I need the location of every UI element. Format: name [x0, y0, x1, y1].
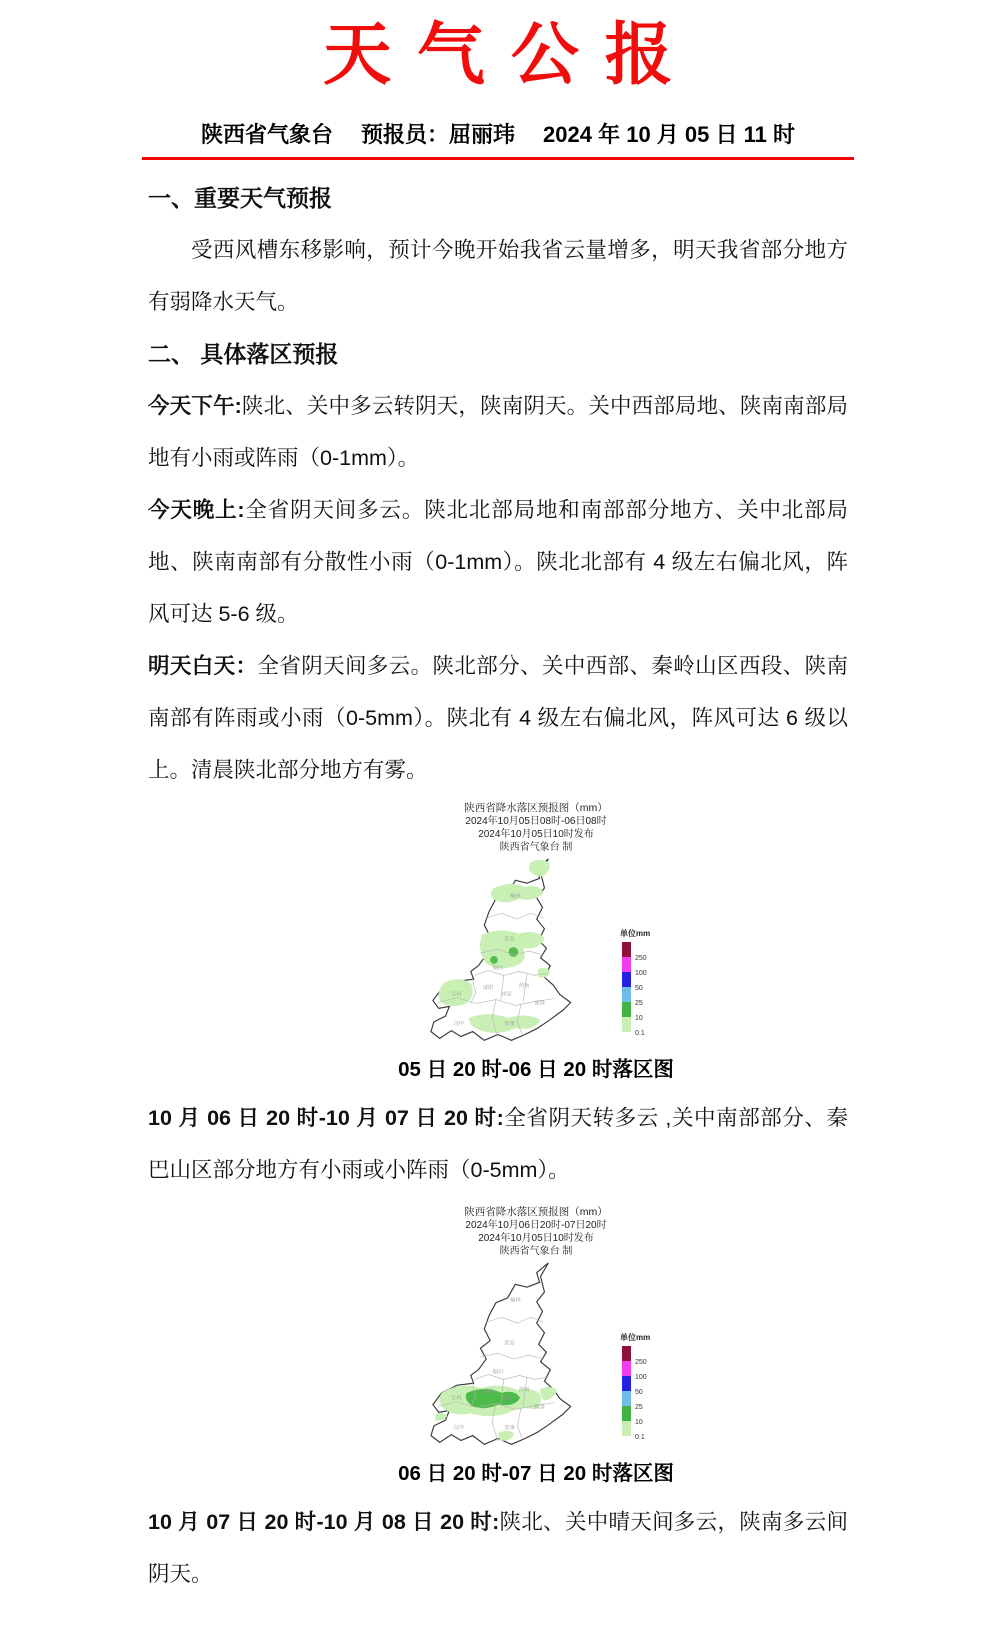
forecast-lead: 今天下午:	[148, 393, 242, 418]
svg-text:50: 50	[635, 1388, 643, 1396]
svg-text:250: 250	[635, 1358, 647, 1366]
precip-map-1	[376, 802, 696, 1092]
svg-text:250: 250	[635, 954, 647, 962]
outlook-text: 全省阴天转多云 ,关中南部部分、秦巴山区部分地方有小雨或小阵雨（0-5mm）。	[148, 1105, 849, 1182]
svg-text:0.1: 0.1	[635, 1029, 645, 1037]
svg-text:商洛: 商洛	[534, 1404, 545, 1411]
svg-text:25: 25	[635, 1403, 643, 1411]
section1-paragraph: 受西风槽东移影响，预计今晚开始我省云量增多，明天我省部分地方有弱降水天气。	[148, 237, 848, 314]
province-outline	[431, 1263, 571, 1444]
svg-text:渭南: 渭南	[518, 982, 530, 989]
bulletin-meta-line	[142, 118, 854, 160]
svg-text:榆林: 榆林	[510, 893, 521, 900]
weather-bulletin-page	[0, 10, 1000, 1630]
svg-text:延安: 延安	[504, 936, 515, 943]
svg-text:榆林: 榆林	[510, 1297, 521, 1304]
outlook-paragraph-day2	[148, 1092, 848, 1196]
forecast-text: 全省阴天间多云。陕北北部局地和南部部分地方、关中北部局地、陕南南部有分散性小雨（0-1mm）。陕北北部有 4 级左右偏北风，阵风可达 5-6 级。	[148, 497, 848, 626]
svg-text:汉中: 汉中	[453, 1020, 465, 1027]
section1-heading: 一、重要天气预报	[148, 184, 332, 211]
section2-heading: 二、 具体落区预报	[148, 340, 339, 367]
forecast-lead: 明天白天：	[148, 653, 258, 678]
forecast-paragraph-tomorrow	[148, 640, 848, 796]
forecast-lead: 今天晚上:	[148, 497, 245, 522]
legend-title: 单位mm	[620, 1332, 651, 1342]
forecast-paragraph-afternoon	[148, 380, 848, 484]
svg-text:延安: 延安	[504, 1340, 515, 1347]
shaanxi-map-2	[376, 1260, 696, 1452]
map1-title: 陕西省降水落区预报图（mm）	[464, 801, 608, 814]
legend-colorbar	[620, 1332, 650, 1441]
map2-credit: 陕西省气象台 制	[499, 1245, 573, 1257]
map2-issued: 2024年10月05日10时发布	[478, 1232, 594, 1244]
precip-map-2	[376, 1206, 696, 1496]
forecast-text: 陕北、关中多云转阴天，陕南阴天。关中西部局地、陕南南部局地有小雨或阵雨（0-1mm）。	[148, 393, 848, 470]
svg-text:铜川: 铜川	[492, 965, 504, 972]
svg-text:50: 50	[635, 984, 643, 992]
legend-title: 单位mm	[620, 928, 651, 938]
svg-text:10: 10	[635, 1014, 643, 1022]
svg-text:0.1: 0.1	[635, 1433, 645, 1441]
svg-text:10: 10	[635, 1418, 643, 1426]
svg-text:西安: 西安	[501, 1395, 512, 1402]
map1-caption: 05 日 20 时-06 日 20 时落区图	[398, 1057, 674, 1081]
map1-period: 2024年10月05日08时-06日08时	[465, 815, 607, 827]
forecast-paragraph-tonight	[148, 484, 848, 640]
map1-header	[376, 802, 696, 854]
legend-labels	[635, 955, 647, 1037]
outlook-lead: 10 月 06 日 20 时-10 月 07 日 20 时:	[148, 1105, 504, 1130]
svg-text:咸阳: 咸阳	[482, 1388, 494, 1395]
station-name: 陕西省气象台	[201, 121, 334, 147]
svg-text:咸阳: 咸阳	[482, 984, 494, 991]
legend-labels	[635, 1359, 647, 1441]
map2-title: 陕西省降水落区预报图（mm）	[464, 1205, 608, 1218]
map1-issued: 2024年10月05日10时发布	[478, 828, 594, 840]
svg-text:汉中: 汉中	[453, 1424, 465, 1431]
map2-period: 2024年10月06日20时-07日20时	[465, 1219, 607, 1231]
forecaster-name: 预报员：屈丽玮	[361, 121, 516, 147]
map2-caption: 06 日 20 时-07 日 20 时落区图	[398, 1461, 674, 1485]
svg-text:商洛: 商洛	[534, 1000, 545, 1007]
svg-text:渭南: 渭南	[518, 1386, 530, 1393]
legend-colorbar	[620, 928, 650, 1037]
outlook-text: 陕北、关中晴天间多云，陕南多云间阴天。	[148, 1509, 848, 1586]
svg-text:25: 25	[635, 999, 643, 1007]
outlook-paragraph-day3	[148, 1496, 848, 1600]
svg-text:铜川: 铜川	[492, 1369, 504, 1376]
svg-text:宝鸡: 宝鸡	[450, 991, 462, 998]
svg-text:安康: 安康	[504, 1020, 515, 1027]
svg-text:西安: 西安	[501, 991, 512, 998]
svg-text:100: 100	[635, 1373, 647, 1381]
map1-credit: 陕西省气象台 制	[499, 841, 573, 853]
svg-text:宝鸡: 宝鸡	[450, 1395, 462, 1402]
shaanxi-map-1	[376, 856, 696, 1048]
issue-datetime: 2024 年 10 月 05 日 11 时	[543, 121, 795, 147]
page-title: 天气公报	[323, 17, 699, 93]
svg-text:100: 100	[635, 969, 647, 977]
outlook-lead: 10 月 07 日 20 时-10 月 08 日 20 时:	[148, 1509, 500, 1534]
forecast-text: 全省阴天间多云。陕北部分、关中西部、秦岭山区西段、陕南南部有阵雨或小雨（0-5mm）。陕北有 4 级左右偏北风，阵风可达 6 级以上。清晨陕北部分地方有雾。	[148, 653, 848, 782]
svg-text:安康: 安康	[504, 1424, 515, 1431]
map2-header	[376, 1206, 696, 1258]
